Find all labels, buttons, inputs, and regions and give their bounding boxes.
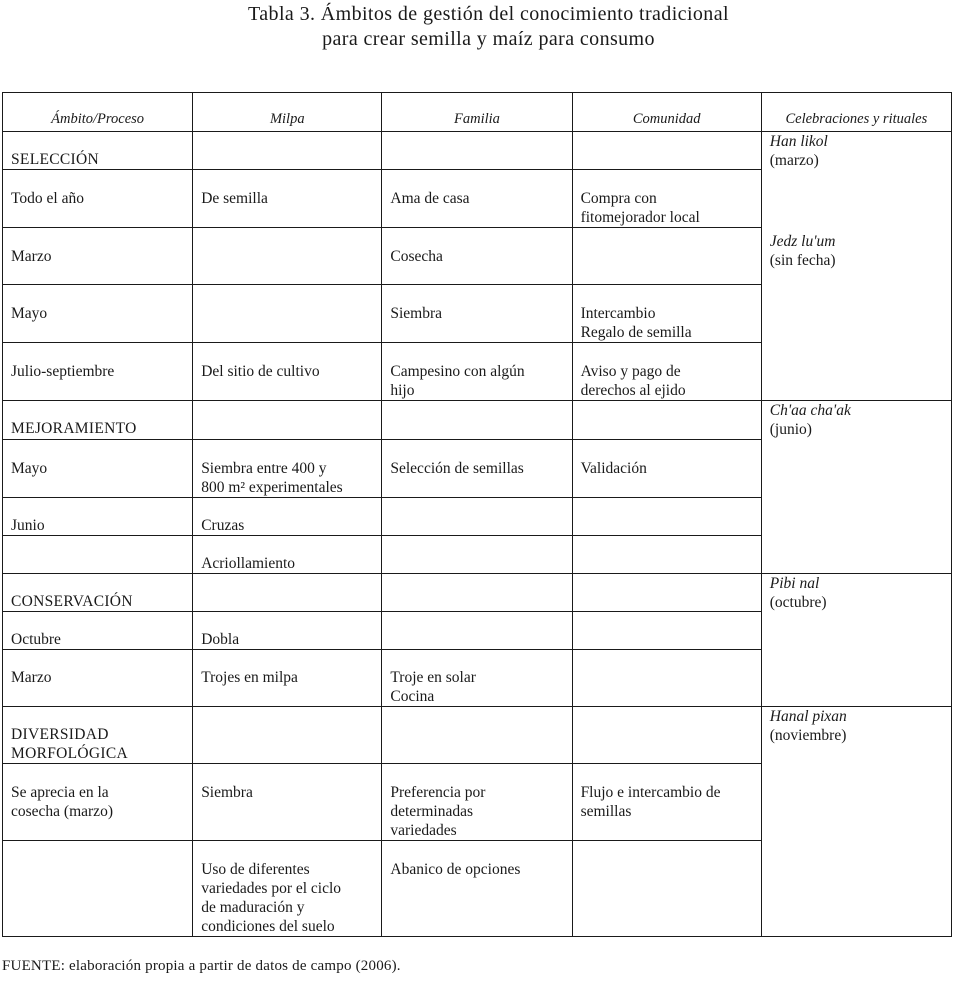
- header-milpa: Milpa: [193, 93, 382, 132]
- cell-milpa: Del sitio de cultivo: [193, 343, 382, 401]
- cell-familia: Ama de casa: [382, 170, 572, 228]
- cell-milpa: Trojes en milpa: [193, 650, 382, 707]
- source-text: elaboración propia a partir de datos de campo (2006).: [69, 958, 401, 974]
- cell-milpa: [193, 228, 382, 285]
- section-row-diversidad: [3, 707, 952, 764]
- section-row-conservacion: [3, 574, 952, 612]
- ritual-name: Han likol: [769, 133, 828, 150]
- cell-familia: Preferencia por determinadas variedades: [382, 764, 572, 841]
- cell-ambito: Junio: [3, 498, 193, 536]
- ritual-when: (sin fecha): [769, 252, 836, 269]
- cell-milpa: Uso de diferentes variedades por el ciclo de maduración y condiciones del suelo: [193, 841, 382, 937]
- table-title-line-2: para crear semilla y maíz para consumo: [322, 28, 655, 50]
- cell-ambito: Se aprecia en la cosecha (marzo): [3, 764, 193, 841]
- cell-ambito: [3, 536, 193, 574]
- ritual-when: (marzo): [769, 152, 819, 169]
- cell-milpa: Siembra: [193, 764, 382, 841]
- ritual-name: Ch'aa cha'ak: [769, 402, 851, 419]
- rituals-seleccion: [761, 132, 951, 401]
- knowledge-management-table: [2, 92, 952, 937]
- ritual-pibi-nal: [761, 574, 951, 707]
- cell-milpa: Siembra entre 400 y 800 m² experimentales: [193, 440, 382, 498]
- ritual-when: (noviembre): [769, 727, 847, 744]
- ritual-name: Hanal pixan: [769, 708, 847, 725]
- section-row-mejoramiento: [3, 401, 952, 440]
- ritual-jedz-lum: [770, 232, 943, 270]
- source-note: [2, 958, 401, 975]
- cell-ambito: Mayo: [3, 440, 193, 498]
- section-label: CONSERVACIÓN: [3, 574, 193, 612]
- cell-milpa: De semilla: [193, 170, 382, 228]
- cell-ambito: Marzo: [3, 650, 193, 707]
- cell-familia: Abanico de opciones: [382, 841, 572, 937]
- cell-familia: Troje en solar Cocina: [382, 650, 572, 707]
- cell-ambito: Marzo: [3, 228, 193, 285]
- cell-comunidad: [572, 841, 761, 937]
- ritual-name: Pibi nal: [769, 575, 820, 592]
- cell-milpa: Acriollamiento: [193, 536, 382, 574]
- ritual-chaa-chaak: [761, 401, 951, 574]
- header-ambito: Ámbito/Proceso: [3, 93, 193, 132]
- section-label: MEJORAMIENTO: [3, 401, 193, 440]
- cell-familia: Campesino con algún hijo: [382, 343, 572, 401]
- cell-comunidad: Compra con fitomejorador local: [572, 170, 761, 228]
- cell-milpa: Cruzas: [193, 498, 382, 536]
- cell-milpa: [193, 285, 382, 343]
- table-title: [0, 2, 954, 52]
- cell-comunidad: Validación: [572, 440, 761, 498]
- cell-familia: Selección de semillas: [382, 440, 572, 498]
- cell-familia: Cosecha: [382, 228, 572, 285]
- ritual-han-likol: [770, 132, 943, 170]
- cell-comunidad: Flujo e intercambio de semillas: [572, 764, 761, 841]
- ritual-when: (junio): [769, 421, 812, 438]
- header-celebraciones: Celebraciones y rituales: [761, 93, 951, 132]
- cell-ambito: Julio-septiembre: [3, 343, 193, 401]
- ritual-when: (octubre): [769, 594, 827, 611]
- section-label: DIVERSIDAD MORFOLÓGICA: [3, 707, 193, 764]
- cell-ambito: Todo el año: [3, 170, 193, 228]
- ritual-name: Jedz lu'um: [769, 233, 836, 250]
- header-comunidad: Comunidad: [572, 93, 761, 132]
- cell-familia: Siembra: [382, 285, 572, 343]
- header-familia: Familia: [382, 93, 572, 132]
- header-row: [3, 93, 952, 132]
- section-row-seleccion: [3, 132, 952, 170]
- cell-ambito: [3, 841, 193, 937]
- ritual-hanal-pixan: [761, 707, 951, 937]
- source-label: FUENTE:: [2, 958, 66, 974]
- cell-ambito: Mayo: [3, 285, 193, 343]
- cell-comunidad: [572, 228, 761, 285]
- section-label: SELECCIÓN: [3, 132, 193, 170]
- table-title-line-1: Tabla 3. Ámbitos de gestión del conocimiento tradicional: [248, 3, 729, 25]
- cell-milpa: Dobla: [193, 612, 382, 650]
- cell-comunidad: Aviso y pago de derechos al ejido: [572, 343, 761, 401]
- cell-ambito: Octubre: [3, 612, 193, 650]
- cell-comunidad: Intercambio Regalo de semilla: [572, 285, 761, 343]
